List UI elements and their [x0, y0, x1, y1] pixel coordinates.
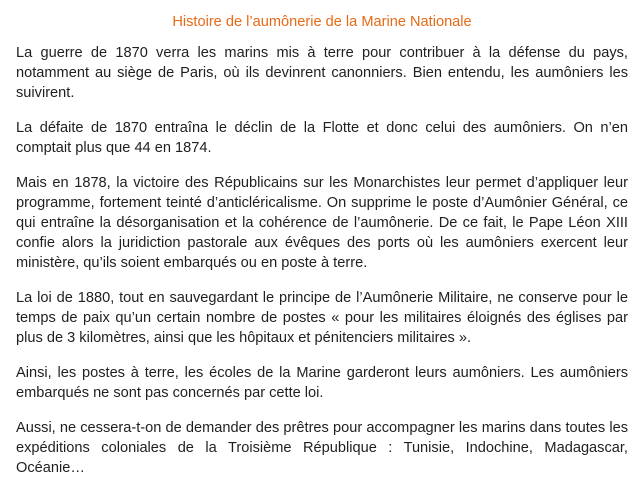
paragraph-2: La défaite de 1870 entraîna le déclin de la Flotte et donc celui des aumôniers. On n’en comptait plus que 44 en 1874.: [16, 120, 628, 156]
page-title: Histoire de l’aumônerie de la Marine Nationale: [172, 14, 472, 30]
document-page: [16, 12, 628, 493]
paragraph-1: La guerre de 1870 verra les marins mis à terre pour contribuer à la défense du pays, notamment au siège de Paris, où ils devinrent canonniers. Bien entendu, les aumôniers les suivirent.: [16, 45, 628, 101]
paragraph-4: La loi de 1880, tout en sauvegardant le principe de l’Aumônerie Militaire, ne conserve pour le temps de paix qu’un certain nombre de postes « pour les militaires éloignés des églises par plus de 3 kilomètres, ainsi que les hôpitaux et pénitenciers militaires ».: [16, 290, 628, 346]
paragraph-5: Ainsi, les postes à terre, les écoles de la Marine garderont leurs aumôniers. Les aumôniers embarqués ne sont pas concernés par cette loi.: [16, 365, 628, 401]
paragraph-6: Aussi, ne cessera-t-on de demander des prêtres pour accompagner les marins dans toutes les expéditions coloniales de la Troisième République : Tunisie, Indochine, Madagascar, Océanie…: [16, 420, 628, 476]
paragraph-3: Mais en 1878, la victoire des Républicains sur les Monarchistes leur permet d’appliquer leur programme, fortement teinté d’anticléricalisme. On supprime le poste d’Aumônier Général, ce qui entraîne la désorganisation et la cohérence de l’aumônerie. De ce fait, le Pape Léon XIII confie alors la juridiction pastorale aux évêques des ports où les aumôniers exercent leur ministère, qu’ils soient embarqués ou en poste à terre.: [16, 175, 628, 271]
